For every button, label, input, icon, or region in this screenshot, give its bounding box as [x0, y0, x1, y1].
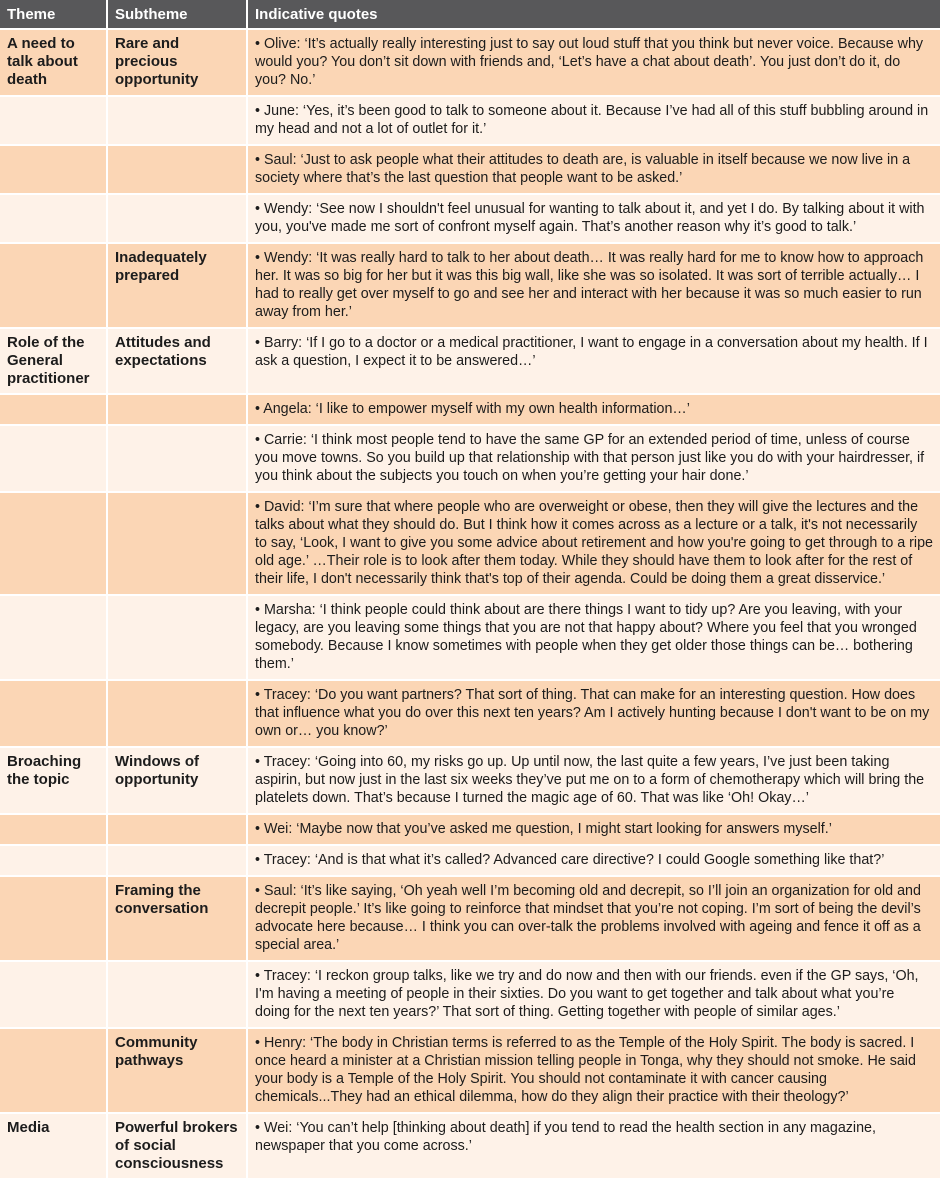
subtheme-cell: Attitudes and expectations [107, 328, 247, 394]
subtheme-cell: Powerful brokers of social consciousness [107, 1113, 247, 1178]
table-header [0, 0, 940, 29]
table-body [0, 29, 940, 1178]
quote-cell: • June: ‘Yes, it’s been good to talk to someone about it. Because I’ve had all of this stuff bubbling around in my head and not a lot of outlet for it.’ [247, 96, 940, 145]
header-subtheme: Subtheme [107, 0, 247, 29]
subtheme-cell [107, 961, 247, 1028]
header-quotes: Indicative quotes [247, 0, 940, 29]
theme-cell [0, 814, 107, 845]
table-row [0, 328, 940, 394]
theme-cell [0, 961, 107, 1028]
subtheme-cell: Rare and precious opportunity [107, 29, 247, 96]
subtheme-cell [107, 194, 247, 243]
theme-cell: Broaching the topic [0, 747, 107, 814]
theme-cell [0, 194, 107, 243]
theme-cell: A need to talk about death [0, 29, 107, 96]
subtheme-cell [107, 145, 247, 194]
quote-cell: • Carrie: ‘I think most people tend to have the same GP for an extended period of time, unless of course you move towns. So you build up that relationship with that person just like you do with your hairdresser, if you think about the subjects you touch on when you’re getting your hair done.’ [247, 425, 940, 492]
quote-cell: • Saul: ‘Just to ask people what their attitudes to death are, is valuable in itself because we now live in a society where that’s the last question that people want to be asked.’ [247, 145, 940, 194]
theme-cell: Role of the General practitioner [0, 328, 107, 394]
quote-cell: • Angela: ‘I like to empower myself with my own health information…’ [247, 394, 940, 425]
table-row [0, 425, 940, 492]
subtheme-cell [107, 845, 247, 876]
theme-cell [0, 394, 107, 425]
table-row [0, 96, 940, 145]
quote-cell: • Marsha: ‘I think people could think about are there things I want to tidy up? Are you leaving, with your legacy, are you leaving some things that you are not that happy about? Where you feel that you wronged somebody. Because I know sometimes with people when they get older those things can be… bothering them.’ [247, 595, 940, 680]
theme-cell [0, 595, 107, 680]
theme-cell [0, 145, 107, 194]
header-theme: Theme [0, 0, 107, 29]
table-row [0, 747, 940, 814]
table-row [0, 1028, 940, 1113]
table-row [0, 1113, 940, 1178]
quote-cell: • Tracey: ‘I reckon group talks, like we try and do now and then with our friends. even if the GP says, ‘Oh, I'm having a meeting of people in their sixties. Do you want to get together and talk about what you’re doing for the next ten years?’ That sort of thing. Getting together with people of similar ages.’ [247, 961, 940, 1028]
table-row [0, 680, 940, 747]
theme-cell [0, 492, 107, 595]
subtheme-cell [107, 814, 247, 845]
table-row [0, 145, 940, 194]
table-row [0, 961, 940, 1028]
subtheme-cell: Windows of opportunity [107, 747, 247, 814]
subtheme-cell [107, 96, 247, 145]
subtheme-cell [107, 394, 247, 425]
theme-cell [0, 876, 107, 961]
subtheme-cell [107, 492, 247, 595]
table-row [0, 876, 940, 961]
theme-cell [0, 1028, 107, 1113]
quote-cell: • Olive: ‘It’s actually really interesting just to say out loud stuff that you think but never voice. Because why would you? You don’t sit down with friends and, ‘Let’s have a chat about death’. You just don’t do it, do you? No.’ [247, 29, 940, 96]
theme-cell: Media [0, 1113, 107, 1178]
subtheme-cell: Framing the conversation [107, 876, 247, 961]
quote-cell: • Tracey: ‘Do you want partners? That sort of thing. That can make for an interesting question. How does that influence what you do over this next ten years? Am I actively hunting because I don't want to be on my own or… you know?’ [247, 680, 940, 747]
quote-cell: • Wei: ‘You can’t help [thinking about death] if you tend to read the health section in any magazine, newspaper that you come across.’ [247, 1113, 940, 1178]
quote-cell: • Wendy: ‘See now I shouldn't feel unusual for wanting to talk about it, and yet I do. By talking about it with you, you've made me sort of confront myself again. That’s another reason why it’s good to talk.’ [247, 194, 940, 243]
quote-cell: • Tracey: ‘And is that what it’s called? Advanced care directive? I could Google something like that?’ [247, 845, 940, 876]
subtheme-cell [107, 595, 247, 680]
theme-cell [0, 845, 107, 876]
table-row [0, 243, 940, 328]
header-row [0, 0, 940, 29]
quote-cell: • Saul: ‘It’s like saying, ‘Oh yeah well I’m becoming old and decrepit, so I’ll join an organization for old and decrepit people.’ It’s like going to reinforce that mindset that you’re not coping. I’m sort of being the devil’s advocate here because… I think you can over-talk the problems involved with ageing and fence it off as a special area.’ [247, 876, 940, 961]
theme-cell [0, 680, 107, 747]
subtheme-cell [107, 425, 247, 492]
quote-cell: • Wendy: ‘It was really hard to talk to her about death… It was really hard for me to know how to approach her. It was so big for her but it was this big wall, like she was so isolated. It was sort of terrible actually… I had to really get over myself to go and see her and interact with her because it was so much easier to run away from her.’ [247, 243, 940, 328]
theme-cell [0, 425, 107, 492]
quote-cell: • Tracey: ‘Going into 60, my risks go up. Up until now, the last quite a few years, I’ve just been taking aspirin, but now just in the last six weeks they’ve put me on to a form of chemotherapy which will bring the platelets down. That’s because I turned the magic age of 60. That was like ‘Oh! Okay…’ [247, 747, 940, 814]
subtheme-cell: Inadequately prepared [107, 243, 247, 328]
subtheme-cell: Community pathways [107, 1028, 247, 1113]
table-row [0, 29, 940, 96]
theme-cell [0, 96, 107, 145]
quote-cell: • David: ‘I’m sure that where people who are overweight or obese, then they will give the lectures and the talks about what they should do. But I think how it comes across as a lecture or a talk, it's not necessarily to say, ‘Look, I want to give you some advice about retirement and how you're going to get through to a ripe old age.’ …Their role is to look after them today. While they should have them to look after for the rest of their life, I don't necessarily think that's top of their agenda. Could be doing them a great disservice.’ [247, 492, 940, 595]
subtheme-cell [107, 680, 247, 747]
table-row [0, 492, 940, 595]
quote-cell: • Henry: ‘The body in Christian terms is referred to as the Temple of the Holy Spirit. The body is sacred. I once heard a minister at a Christian mission telling people in Tonga, why they should not smoke. He said your body is a Temple of the Holy Spirit. You should not contaminate it with cancer causing chemicals...They had an ethical dilemma, how do they align their practice with their theology?’ [247, 1028, 940, 1113]
table-row [0, 845, 940, 876]
quote-cell: • Barry: ‘If I go to a doctor or a medical practitioner, I want to engage in a conversation about my health. If I ask a question, I expect it to be answered…’ [247, 328, 940, 394]
quote-cell: • Wei: ‘Maybe now that you’ve asked me question, I might start looking for answers myself.’ [247, 814, 940, 845]
table-row [0, 394, 940, 425]
table-row [0, 194, 940, 243]
table-row [0, 814, 940, 845]
theme-cell [0, 243, 107, 328]
table-row [0, 595, 940, 680]
